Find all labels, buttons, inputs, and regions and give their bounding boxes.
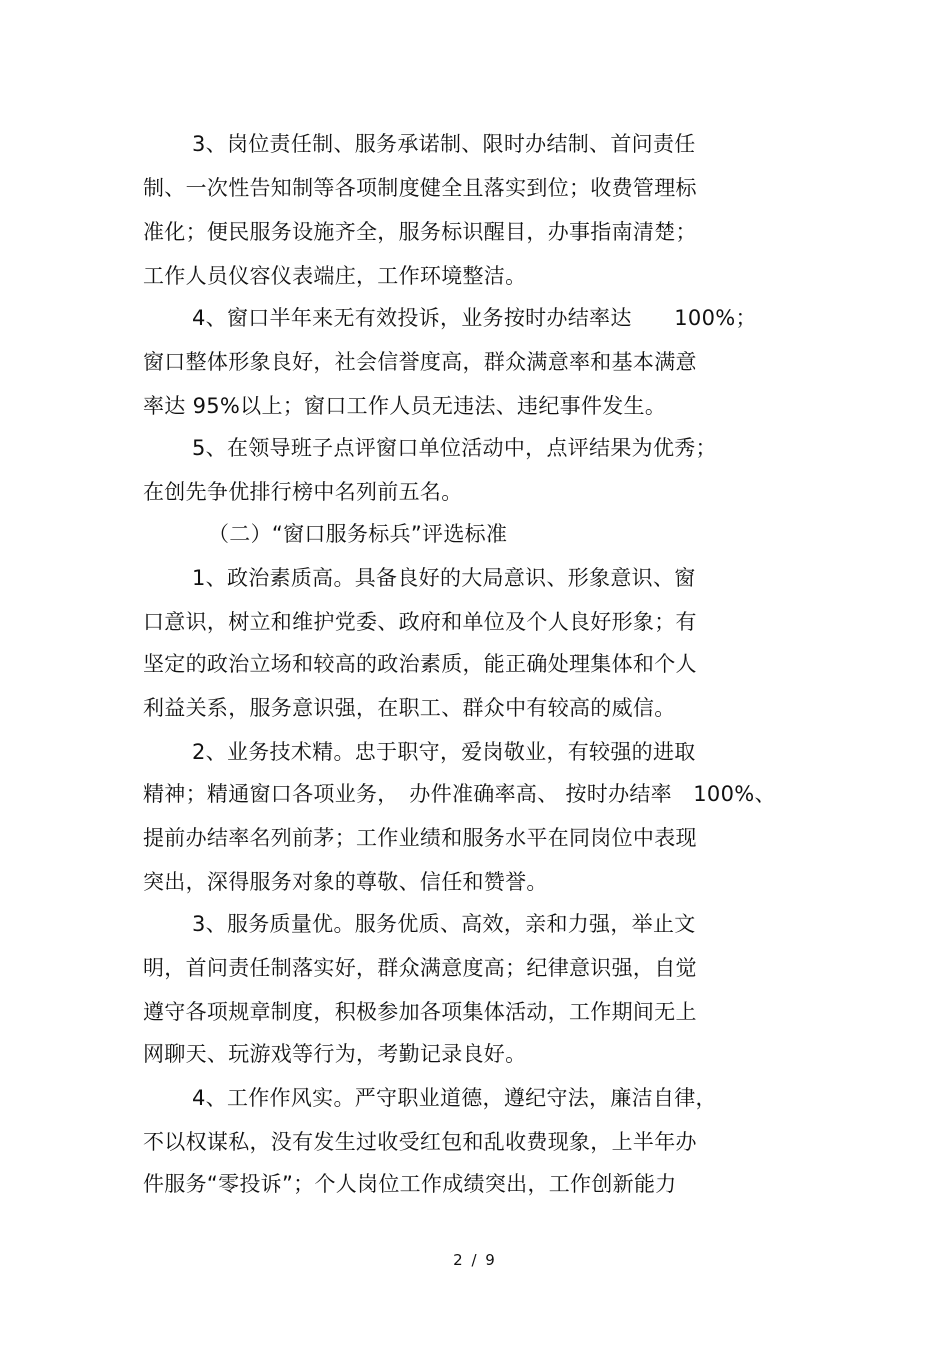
text-line: 1、政治素质高。具备良好的大局意识、形象意识、窗 [192,566,696,590]
text-line: 在创先争优排行榜中名列前五名。 [143,480,463,504]
text-line: 窗口整体形象良好，社会信誉度高，群众满意率和基本满意 [143,350,697,374]
text-line: 提前办结率名列前茅；工作业绩和服务水平在同岗位中表现 [143,826,697,850]
text-line: 3、服务质量优。服务优质、高效，亲和力强，举止文 [192,912,696,936]
text-line: 明，首问责任制落实好，群众满意度高；纪律意识强，自觉 [143,956,697,980]
text-line: 突出，深得服务对象的尊敬、信任和赞誉。 [143,870,548,894]
text-line: 2、业务技术精。忠于职守，爱岗敬业，有较强的进取 [192,740,696,764]
text-line: 3、岗位责任制、服务承诺制、限时办结制、首问责任 [192,132,696,156]
text-line: 率达 95%以上；窗口工作人员无违法、违纪事件发生。 [143,394,667,418]
text-line: 坚定的政治立场和较高的政治素质，能正确处理集体和个人 [143,652,697,676]
text-line: 件服务“零投诉”；个人岗位工作成绩突出，工作创新能力 [143,1172,677,1196]
text-line: 5、在领导班子点评窗口单位活动中，点评结果为优秀； [192,436,717,460]
text-line: 网聊天、玩游戏等行为，考勤记录良好。 [143,1042,527,1066]
text-line: 制、一次性告知制等各项制度健全且落实到位；收费管理标 [143,176,697,200]
text-line: 口意识，树立和维护党委、政府和单位及个人良好形象；有 [143,610,697,634]
page-number: 2 / 9 [453,1251,497,1269]
text-line: 精神；精通窗口各项业务， 办件准确率高、 按时办结率 100%、 [143,782,776,806]
text-line: 准化；便民服务设施齐全，服务标识醒目，办事指南清楚； [143,220,697,244]
text-line: 利益关系，服务意识强，在职工、群众中有较高的威信。 [143,696,676,720]
text-line: 4、窗口半年来无有效投诉，业务按时办结率达 100%； [192,306,757,330]
text-line: 4、工作作风实。严守职业道德，遵纪守法，廉洁自律， [192,1086,717,1110]
text-line: 工作人员仪容仪表端庄，工作环境整洁。 [143,264,527,288]
text-line: 不以权谋私，没有发生过收受红包和乱收费现象，上半年办 [143,1130,697,1154]
text-line: 遵守各项规章制度，积极参加各项集体活动，工作期间无上 [143,1000,697,1024]
section-heading: （二）“窗口服务标兵”评选标准 [208,522,508,546]
